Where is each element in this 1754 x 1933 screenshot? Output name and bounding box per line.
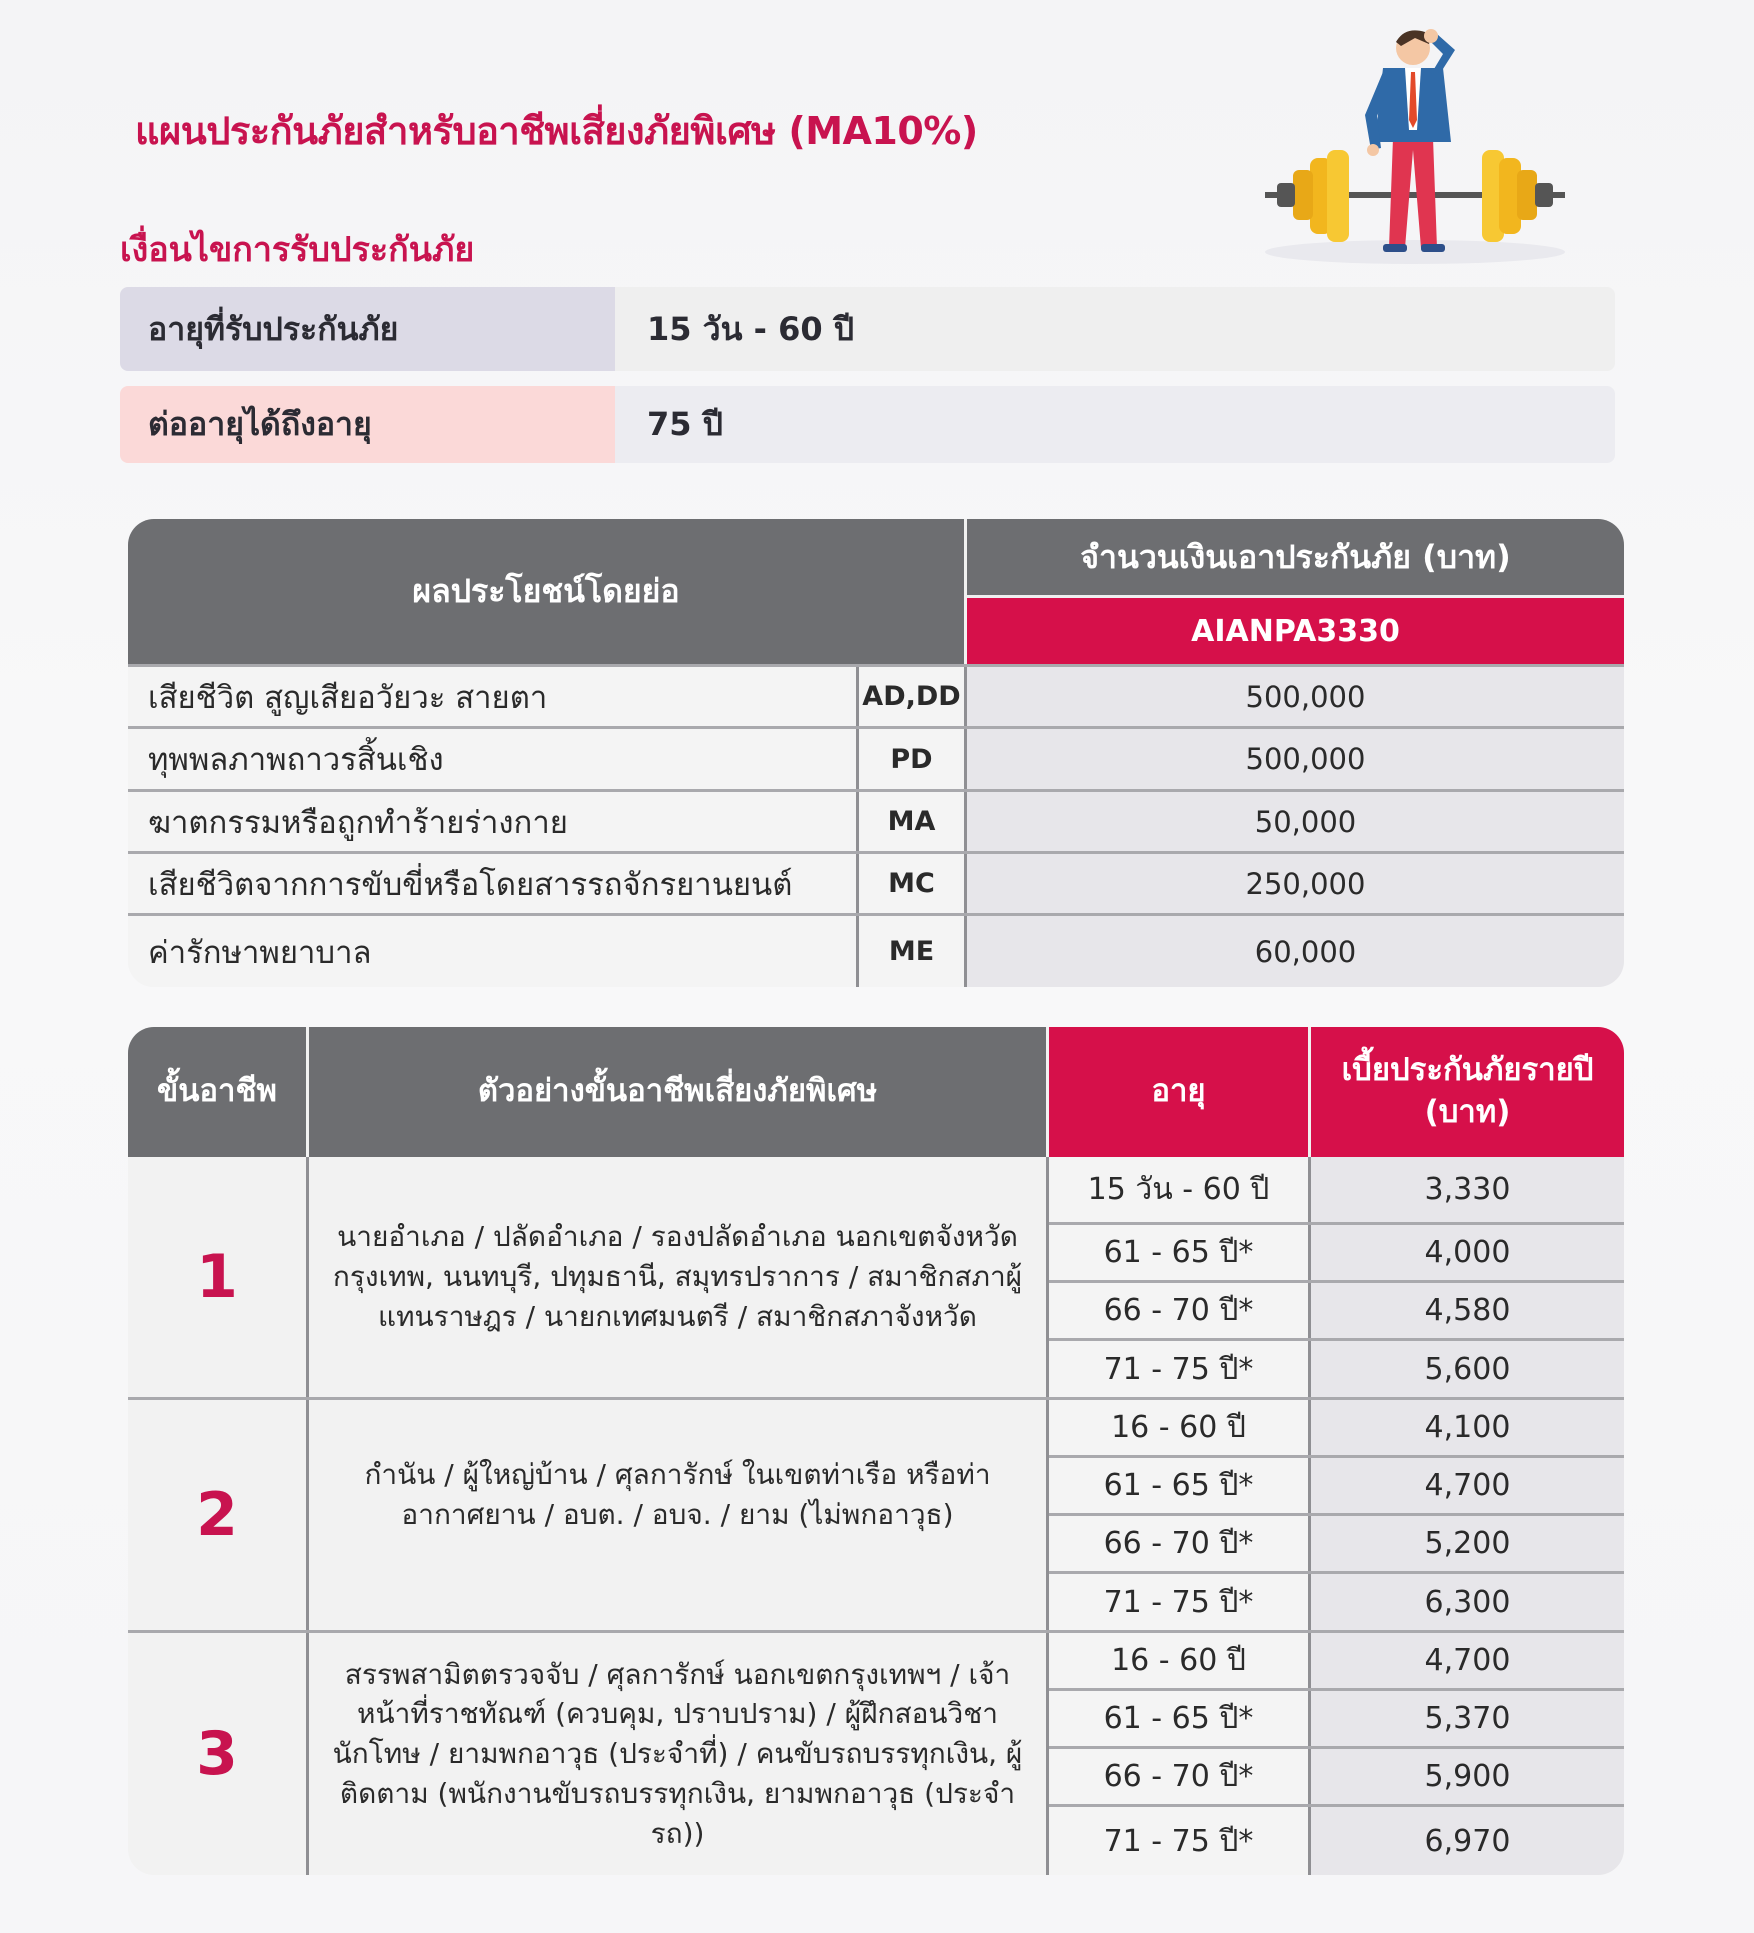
premium-table <box>128 1027 1624 1875</box>
benefit-table <box>128 519 1624 987</box>
benefit-name: เสียชีวิต สูญเสียอวัยวะ สายตา <box>128 667 856 726</box>
age-range: 61 - 65 ปี* <box>1049 1691 1308 1746</box>
occupation-examples: นายอำเภอ / ปลัดอำเภอ / รองปลัดอำเภอ นอกเขตจังหวัด กรุงเทพ, นนทบุรี, ปทุมธานี, สมุทรปราการ / สมาชิกสภาผู้แทนราษฎร / นายกเทศมนตรี / สมาชิกสภาจังหวัด <box>332 1220 1023 1333</box>
age-range: 71 - 75 ปี* <box>1049 1341 1308 1397</box>
annual-premium: 4,580 <box>1311 1283 1624 1338</box>
annual-premium: 4,700 <box>1311 1633 1624 1688</box>
benefit-header-plan: AIANPA3330 <box>967 598 1624 664</box>
condition-value: 15 วัน - 60 ปี <box>615 287 1615 371</box>
annual-premium: 4,000 <box>1311 1225 1624 1280</box>
age-range: 61 - 65 ปี* <box>1049 1458 1308 1513</box>
row-divider <box>1049 1338 1624 1341</box>
occupation-level: 2 <box>196 1480 238 1550</box>
group-divider <box>128 1630 1624 1633</box>
column-divider <box>306 1157 309 1875</box>
occupation-level: 3 <box>196 1719 238 1789</box>
premium-header-premium: เบี้ยประกันภัยรายปี (บาท) <box>1311 1027 1624 1157</box>
annual-premium: 4,700 <box>1311 1458 1624 1513</box>
annual-premium: 5,600 <box>1311 1341 1624 1397</box>
premium-header-age: อายุ <box>1049 1027 1308 1157</box>
benefit-amount: 500,000 <box>967 667 1624 726</box>
row-divider <box>1049 1513 1624 1516</box>
annual-premium: 6,300 <box>1311 1574 1624 1630</box>
age-range: 61 - 65 ปี* <box>1049 1225 1308 1280</box>
age-range: 66 - 70 ปี* <box>1049 1749 1308 1804</box>
occupation-level: 1 <box>196 1242 238 1312</box>
premium-header-level: ขั้นอาชีพ <box>128 1027 306 1157</box>
occupation-examples: สรรพสามิตตรวจจับ / ศุลการักษ์ นอกเขตกรุงเทพฯ / เจ้าหน้าที่ราชทัณฑ์ (ควบคุม, ปราบปราม) / ผู้ฝึกสอนวิชานักโทษ / ยามพกอาวุธ (ประจำที่) / คนขับรถบรรทุกเงิน, ผู้ติดตาม (พนักงานขับรถบรรทุกเงิน, ยามพกอาวุธ (ประจำรถ)) <box>332 1657 1023 1850</box>
table-row <box>128 913 1624 987</box>
age-range: 66 - 70 ปี* <box>1049 1516 1308 1571</box>
benefit-amount: 250,000 <box>967 854 1624 913</box>
annual-premium: 5,370 <box>1311 1691 1624 1746</box>
benefit-header-sum-insured: จำนวนเงินเอาประกันภัย (บาท) <box>967 519 1624 595</box>
benefit-name: ค่ารักษาพยาบาล <box>128 916 856 987</box>
row-divider <box>1049 1804 1624 1807</box>
benefit-name: ฆาตกรรมหรือถูกทำร้ายร่างกาย <box>128 792 856 851</box>
age-range: 71 - 75 ปี* <box>1049 1574 1308 1630</box>
annual-premium: 4,100 <box>1311 1400 1624 1455</box>
age-range: 71 - 75 ปี* <box>1049 1807 1308 1875</box>
condition-row-insured-age <box>120 287 1615 371</box>
column-divider <box>1308 1157 1311 1875</box>
age-range: 16 - 60 ปี <box>1049 1633 1308 1688</box>
condition-row-renewal-age <box>120 386 1615 463</box>
row-divider <box>1049 1688 1624 1691</box>
annual-premium: 3,330 <box>1311 1157 1624 1222</box>
row-divider <box>1049 1222 1624 1225</box>
benefit-code: ME <box>856 916 967 987</box>
age-range: 66 - 70 ปี* <box>1049 1283 1308 1338</box>
benefit-code: AD,DD <box>856 667 967 726</box>
occupation-examples: กำนัน / ผู้ใหญ่บ้าน / ศุลการักษ์ ในเขตท่าเรือ หรือท่าอากาศยาน / อบต. / อบจ. / ยาม (ไม่พกอาวุธ) <box>364 1458 991 1531</box>
page-title: แผนประกันภัยสำหรับอาชีพเสี่ยงภัยพิเศษ (MA10%) <box>135 109 978 153</box>
conditions-heading: เงื่อนไขการรับประกันภัย <box>120 230 475 270</box>
benefit-amount: 500,000 <box>967 729 1624 789</box>
age-range: 15 วัน - 60 ปี <box>1049 1157 1308 1222</box>
premium-header-example: ตัวอย่างขั้นอาชีพเสี่ยงภัยพิเศษ <box>309 1027 1046 1157</box>
condition-label: อายุที่รับประกันภัย <box>120 287 615 371</box>
table-row <box>128 789 1624 851</box>
condition-value: 75 ปี <box>615 386 1615 463</box>
benefit-code: MC <box>856 854 967 913</box>
header-divider <box>1308 1027 1311 1157</box>
condition-label: ต่ออายุได้ถึงอายุ <box>120 386 615 463</box>
table-row <box>128 664 1624 726</box>
table-row <box>128 851 1624 913</box>
annual-premium: 5,200 <box>1311 1516 1624 1571</box>
row-divider <box>1049 1280 1624 1283</box>
benefit-name: ทุพพลภาพถาวรสิ้นเชิง <box>128 729 856 789</box>
header-divider <box>1046 1027 1049 1157</box>
weightlifter-businessman-icon <box>1255 20 1575 270</box>
age-range: 16 - 60 ปี <box>1049 1400 1308 1455</box>
column-divider <box>1046 1157 1049 1875</box>
benefit-amount: 60,000 <box>967 916 1624 987</box>
benefit-code: MA <box>856 792 967 851</box>
benefit-name: เสียชีวิตจากการขับขี่หรือโดยสารรถจักรยานยนต์ <box>128 854 856 913</box>
row-divider <box>1049 1746 1624 1749</box>
group-divider <box>128 1397 1624 1400</box>
benefit-code: PD <box>856 729 967 789</box>
benefit-amount: 50,000 <box>967 792 1624 851</box>
table-row <box>128 726 1624 789</box>
benefit-header-summary: ผลประโยชน์โดยย่อ <box>128 519 964 664</box>
annual-premium: 6,970 <box>1311 1807 1624 1875</box>
header-divider <box>306 1027 309 1157</box>
row-divider <box>1049 1455 1624 1458</box>
annual-premium: 5,900 <box>1311 1749 1624 1804</box>
row-divider <box>1049 1571 1624 1574</box>
